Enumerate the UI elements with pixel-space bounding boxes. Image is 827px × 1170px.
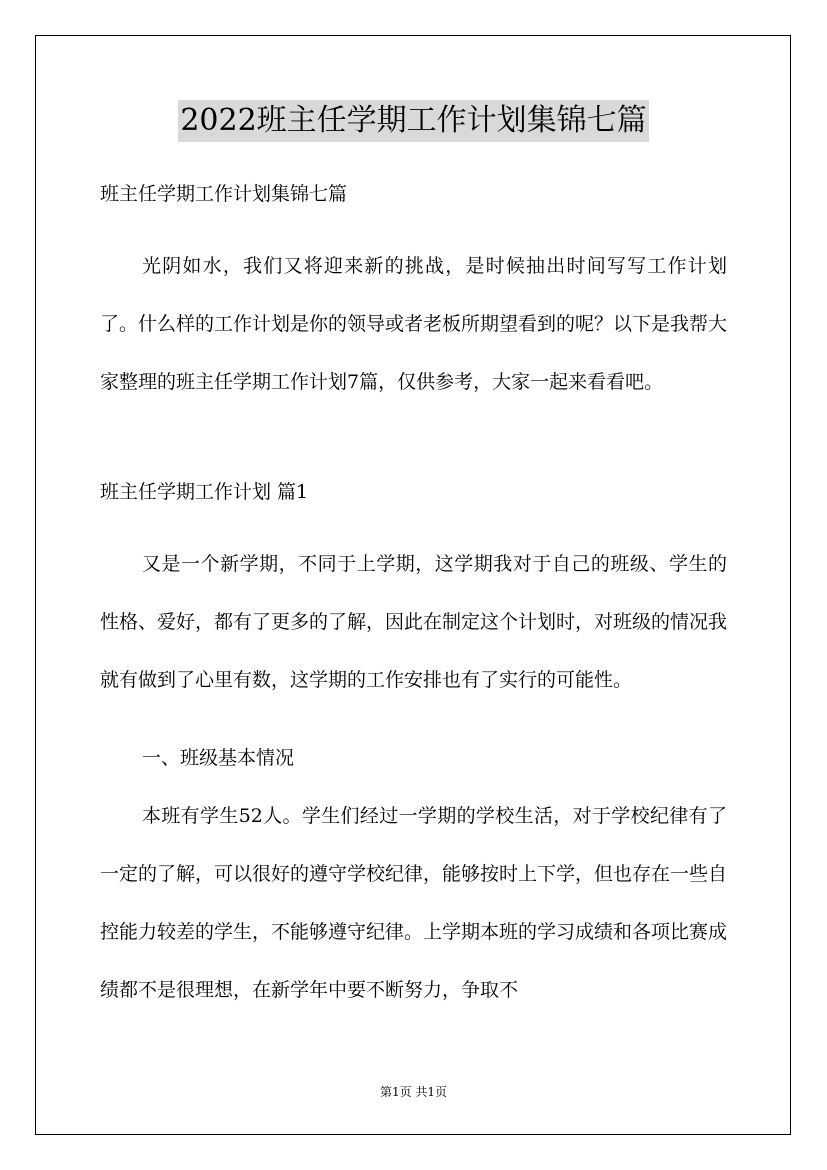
document-body <box>100 175 727 1019</box>
sub-heading: 一、班级基本情况 <box>142 747 295 769</box>
intro-paragraph: 光阴如水，我们又将迎来新的挑战，是时候抽出时间写写工作计划了。什么样的工作计划是你的领导或者老板所期望看到的呢？以下是我帮大家整理的班主任学期工作计划7篇，仅供参考，大家一起来看看吧。 <box>100 255 728 393</box>
document-title: 2022班主任学期工作计划集锦七篇 <box>178 100 648 142</box>
section-paragraph: 本班有学生52人。学生们经过一学期的学校生活，对于学校纪律有了一定的了解，可以很好的遵守学校纪律，能够按时上下学，但也存在一些自控能力较差的学生，不能够遵守纪律。上学期本班的学习成绩和各项比赛成绩都不是很理想，在新学年中要不断努力，争取不 <box>100 805 728 1001</box>
section-paragraph: 又是一个新学期，不同于上学期，这学期我对于自己的班级、学生的性格、爱好，都有了更多的了解，因此在制定这个计划时，对班级的情况我就有做到了心里有数，这学期的工作安排也有了实行的可能性。 <box>100 553 728 691</box>
title-container <box>0 100 827 142</box>
section-heading: 班主任学期工作计划 篇1 <box>100 481 309 503</box>
page-footer: 第1页 共1页 <box>379 1085 448 1099</box>
document-subtitle: 班主任学期工作计划集锦七篇 <box>100 183 348 205</box>
